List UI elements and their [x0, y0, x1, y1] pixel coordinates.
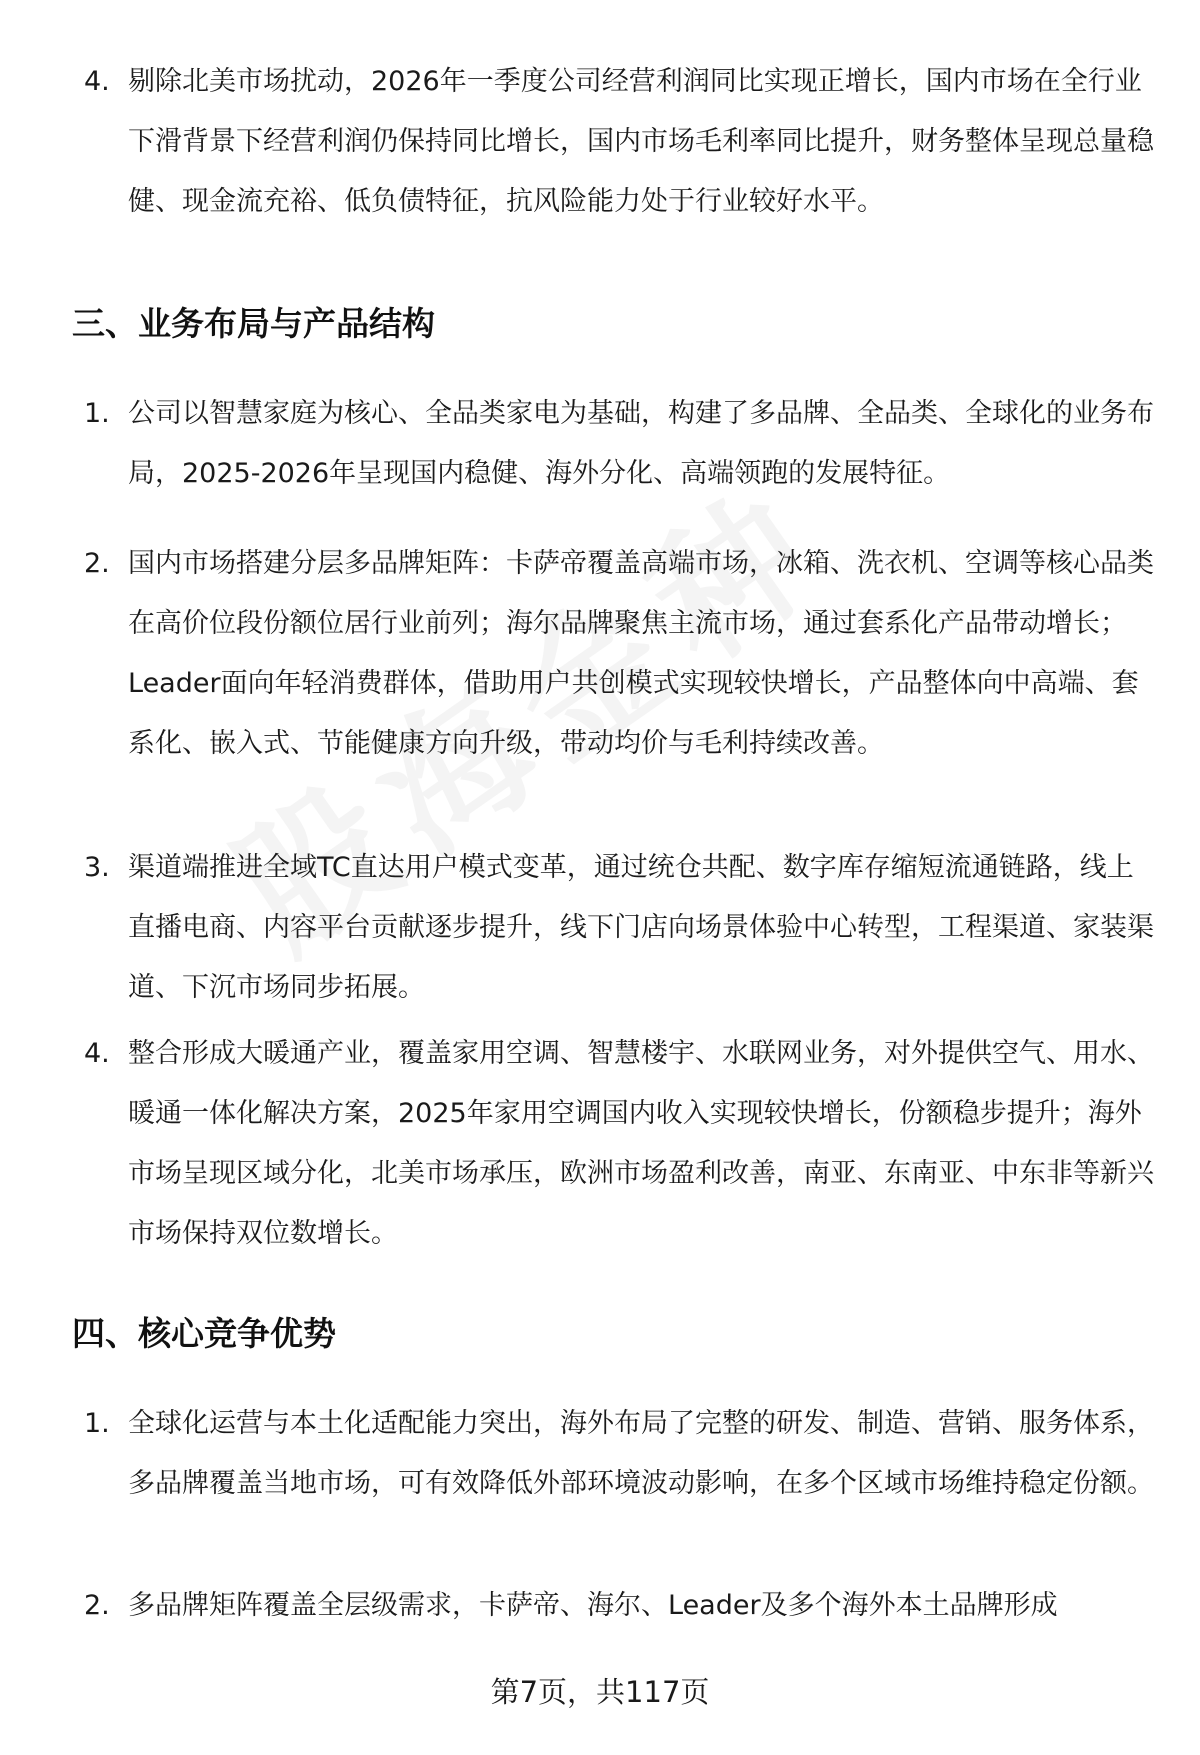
list-item-number: 1.: [84, 1408, 110, 1439]
list-item: [84, 52, 1154, 232]
list-item-text: 全球化运营与本土化适配能力突出，海外布局了完整的研发、制造、营销、服务体系，多品牌覆盖当地市场，可有效降低外部环境波动影响，在多个区域市场维持稳定份额。: [128, 1408, 1154, 1499]
list-item-text: 剔除北美市场扰动，2026年一季度公司经营利润同比实现正增长，国内市场在全行业下滑背景下经营利润仍保持同比增长，国内市场毛利率同比提升，财务整体呈现总量稳健、现金流充裕、低负债特征，抗风险能力处于行业较好水平。: [128, 66, 1154, 217]
list-item: [84, 1576, 1154, 1636]
list-item-text: 渠道端推进全域TC直达用户模式变革，通过统仓共配、数字库存缩短流通链路，线上直播电商、内容平台贡献逐步提升，线下门店向场景体验中心转型，工程渠道、家装渠道、下沉市场同步拓展。: [128, 852, 1154, 1003]
list-item-text: 多品牌矩阵覆盖全层级需求，卡萨帝、海尔、Leader及多个海外本土品牌形成: [128, 1590, 1058, 1621]
list-item: [84, 1024, 1154, 1264]
section-heading-core-advantages: 四、核心竞争优势: [72, 1314, 336, 1353]
list-item-number: 4.: [84, 1038, 110, 1069]
list-item: [84, 534, 1154, 774]
list-item: [84, 838, 1154, 1018]
list-item: [84, 1394, 1154, 1514]
list-item-text: 公司以智慧家庭为核心、全品类家电为基础，构建了多品牌、全品类、全球化的业务布局，2025-2026年呈现国内稳健、海外分化、高端领跑的发展特征。: [128, 398, 1154, 489]
page-number-footer: 第7页，共117页: [490, 1675, 710, 1709]
list-item-number: 1.: [84, 398, 110, 429]
list-item-number: 3.: [84, 852, 110, 883]
list-item-number: 4.: [84, 66, 110, 97]
list-item-number: 2.: [84, 548, 110, 579]
section-heading-business-layout: 三、业务布局与产品结构: [72, 304, 435, 343]
list-item-number: 2.: [84, 1590, 110, 1621]
list-item-text: 整合形成大暖通产业，覆盖家用空调、智慧楼宇、水联网业务，对外提供空气、用水、暖通一体化解决方案，2025年家用空调国内收入实现较快增长，份额稳步提升；海外市场呈现区域分化，北美市场承压，欧洲市场盈利改善，南亚、东南亚、中东非等新兴市场保持双位数增长。: [128, 1038, 1154, 1249]
list-item: [84, 384, 1154, 504]
list-item-text: 国内市场搭建分层多品牌矩阵：卡萨帝覆盖高端市场，冰箱、洗衣机、空调等核心品类在高价位段份额位居行业前列；海尔品牌聚焦主流市场，通过套系化产品带动增长；Leader面向年轻消费群体，借助用户共创模式实现较快增长，产品整体向中高端、套系化、嵌入式、节能健康方向升级，带动均价与毛利持续改善。: [128, 548, 1154, 759]
